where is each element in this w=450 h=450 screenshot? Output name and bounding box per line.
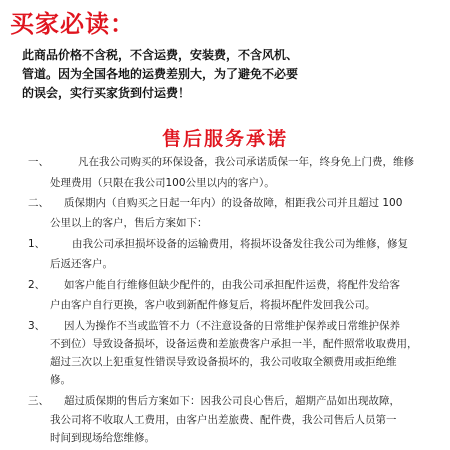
- notice-line: 管道。因为全国各地的运费差别大，为了避免不必要: [22, 67, 299, 81]
- notice-title: 买家必读：: [10, 9, 135, 38]
- item-line: 不到位）导致设备损坏，设备运费和差旅费客户承担一半，配件照常收取费用，: [50, 338, 418, 350]
- item-line: 修。: [50, 374, 71, 386]
- item-line: 公里以上的客户，售后方案如下：: [50, 217, 208, 229]
- item-number: 二、: [28, 197, 49, 209]
- notice-line: 的误会，实行买家货到付运费！: [22, 86, 191, 100]
- service-title: 售后服务承诺: [161, 128, 288, 150]
- item-line: 户由客户自行更换，客户收到新配件修复后，将损坏配件发回我公司。: [50, 299, 376, 311]
- item-line: 时间到现场给您维修。: [50, 432, 155, 444]
- item-line: 因人为操作不当或监管不力（不注意设备的日常维护保养或日常维护保养: [64, 320, 400, 332]
- item-line: 凡在我公司购买的环保设备，我公司承诺质保一年，终身免上门费，维修: [78, 156, 414, 168]
- item-number: 2、: [28, 279, 46, 291]
- item-line: 如客户能自行维修但缺少配件的，由我公司承担配件运费，将配件发给客: [64, 279, 400, 291]
- item-line: 我公司将不收取人工费用，由客户出差旅费、配件费，我公司售后人员第一: [50, 414, 397, 426]
- item-line: 超过质保期的售后方案如下：因我公司良心售后，超期产品如出现故障，: [64, 395, 400, 407]
- notice-body: [22, 46, 442, 103]
- item-line: 超过三次以上犯重复性错误导致设备损坏的，我公司收取全额费用或拒绝维: [50, 356, 397, 368]
- item-line: 处理费用（只限在我公司100公里以内的客户）。: [50, 177, 275, 189]
- item-line: 由我公司承担损坏设备的运输费用，将损坏设备发往我公司为维修，修复: [72, 238, 408, 250]
- item-number: 1、: [28, 238, 46, 250]
- item-number: 三、: [28, 395, 49, 407]
- item-number: 3、: [28, 320, 46, 332]
- notice-line: 此商品价格不含税，不含运费，安装费，不含风机、: [22, 48, 299, 62]
- item-line: 后返还客户。: [50, 258, 113, 270]
- item-line: 质保期内（自购买之日起一年内）的设备故障，相距我公司并且超过 100: [64, 197, 403, 209]
- item-number: 一、: [28, 156, 49, 168]
